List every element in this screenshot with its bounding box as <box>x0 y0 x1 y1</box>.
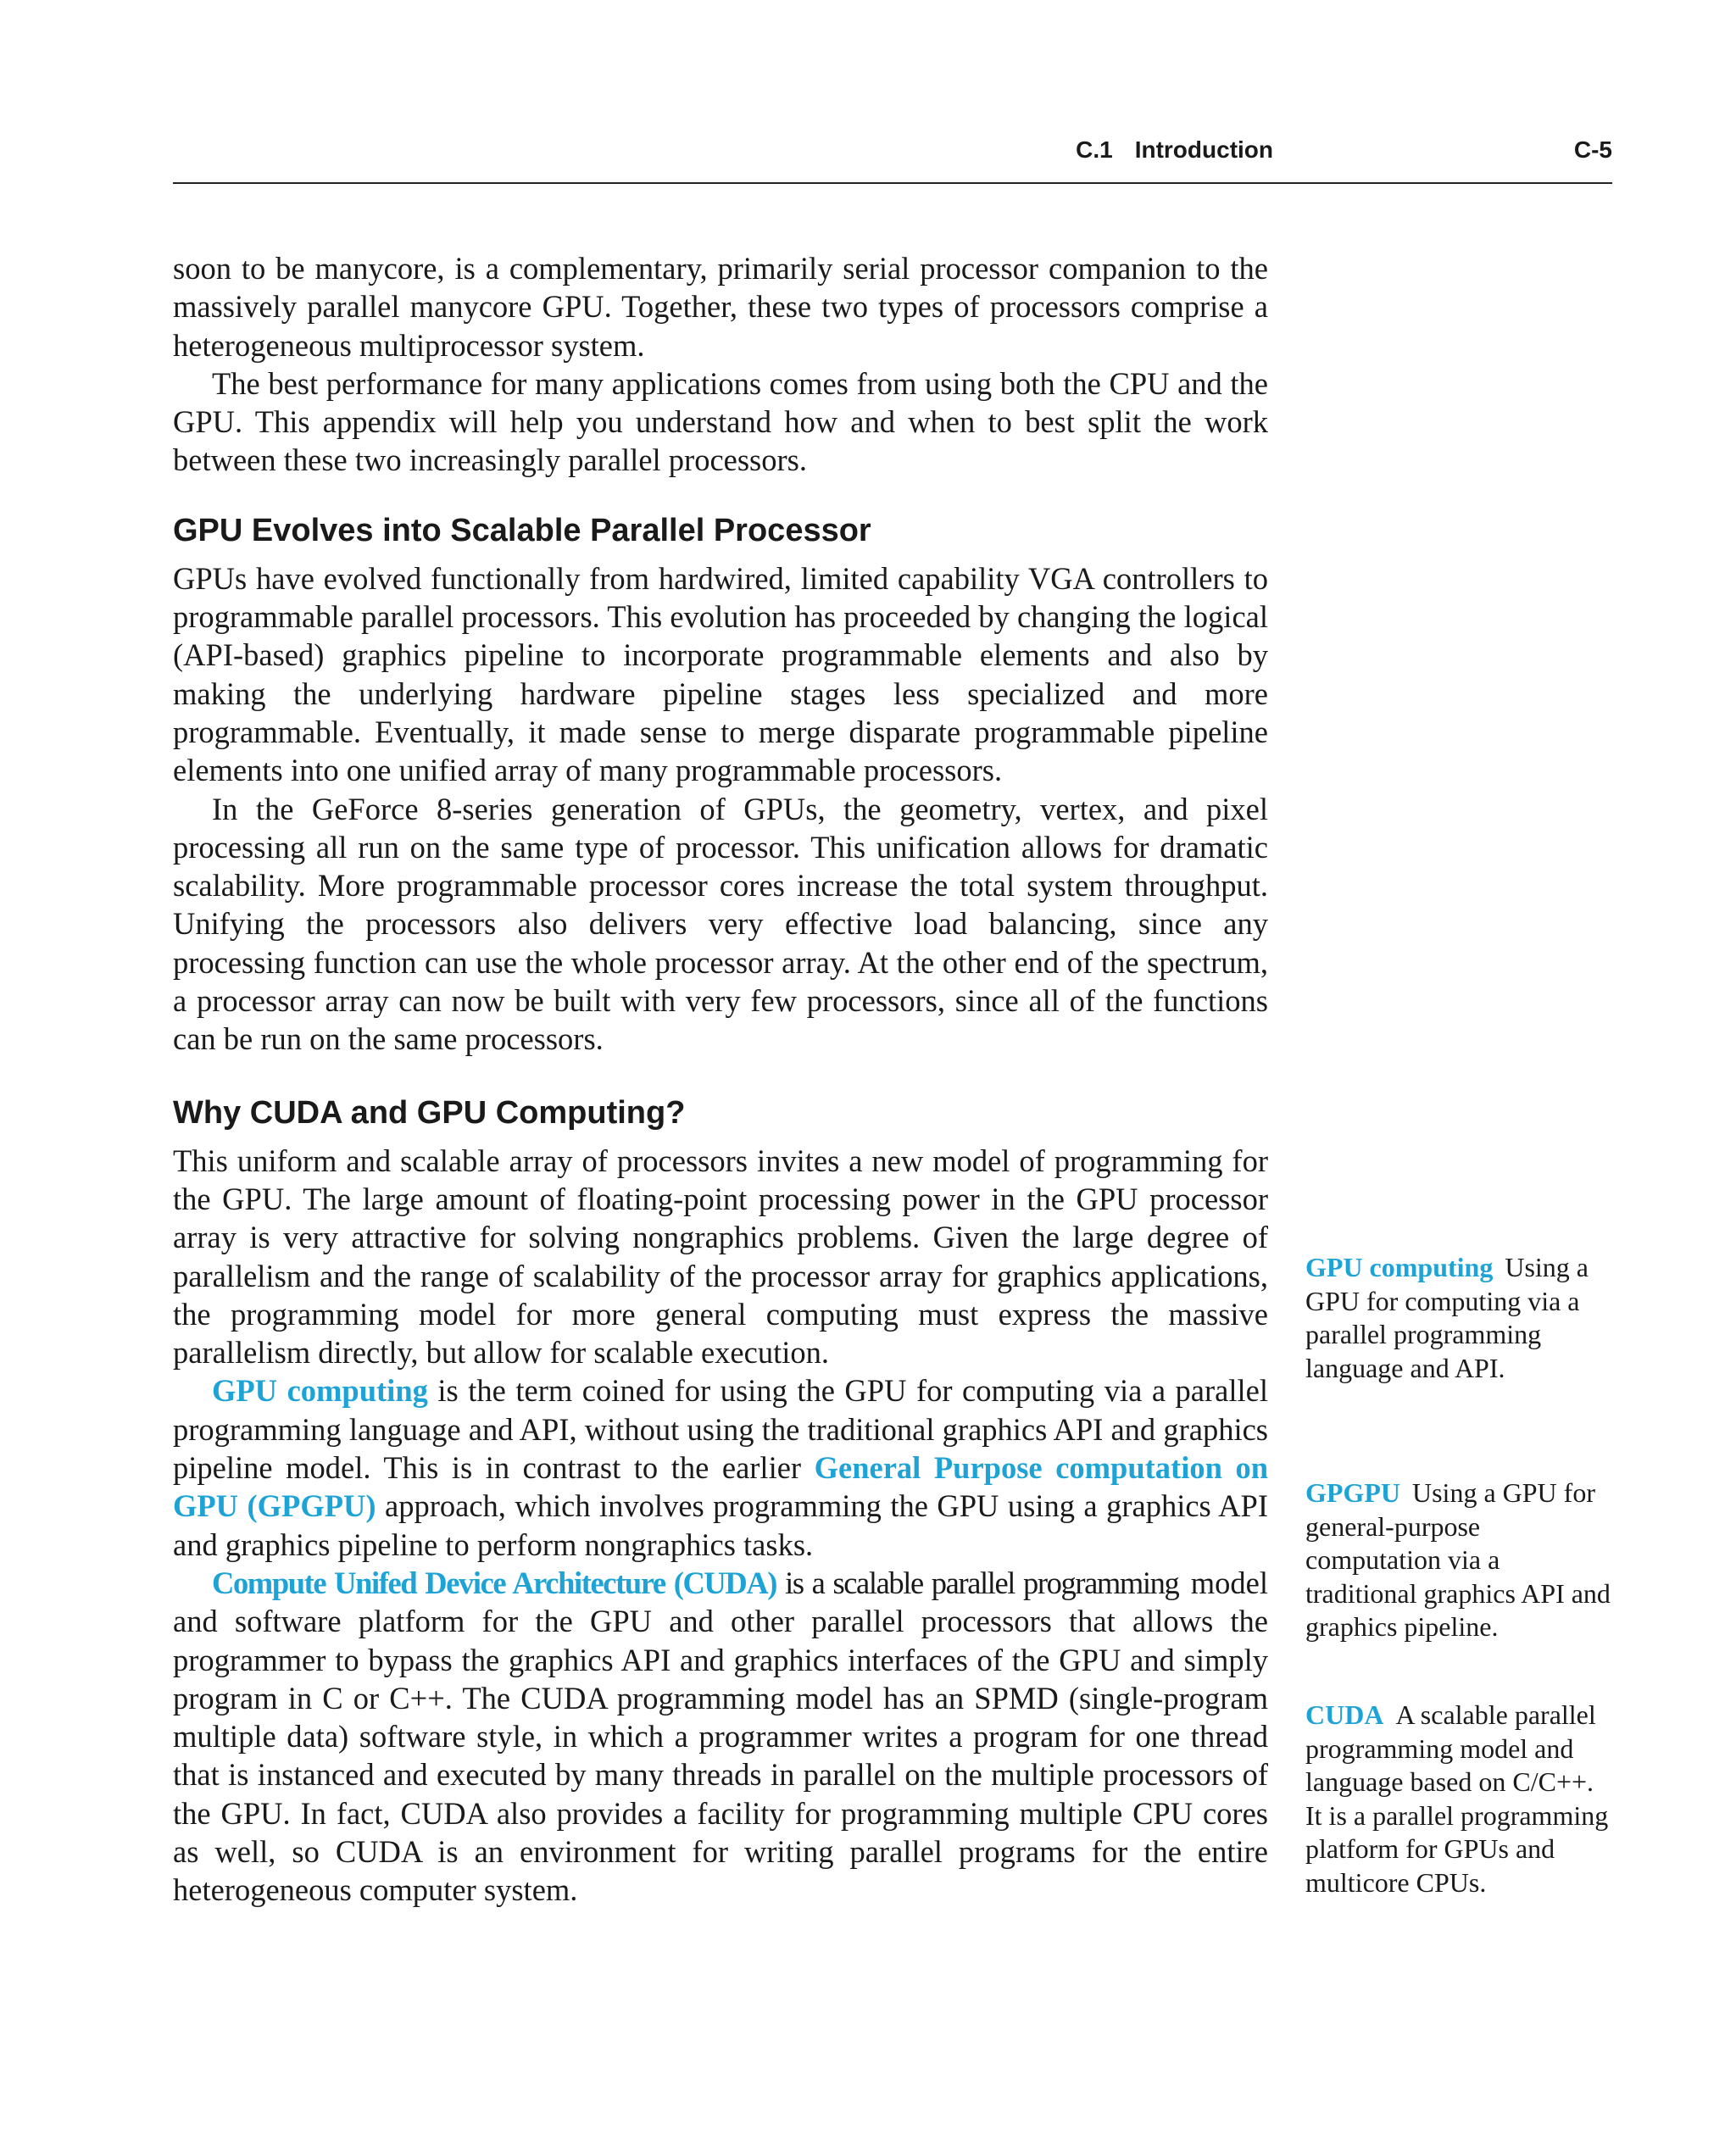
margin-note-term: CUDA <box>1305 1699 1384 1730</box>
page-number: C-5 <box>1573 136 1612 163</box>
paragraph-cuda-rest: model and software platform for the GPU and other parallel processors that allows the programmer to bypass the graphics API and graphics interfaces of the GPU and simply program in C or C++. The CUDA programming model has an SPMD (single-program multiple data) software style, in which a programmer writes a program for one thread that is instanced and executed by many threads in parallel on the multiple processors of the GPU. In fact, CUDA also provides a facility for programming multiple CPU cores as well, so CUDA is an environment for writing parallel programs for the entire heterogeneous computer system. <box>173 1565 1268 1908</box>
section-heading-why-cuda: Why CUDA and GPU Computing? <box>173 1094 686 1131</box>
margin-note-definition: Using a GPU for general-purpose computation via a traditional graphics API and graphics pipeline. <box>1305 1477 1611 1642</box>
margin-note-definition: Using a GPU for computing via a parallel programming language and API. <box>1305 1252 1589 1383</box>
paragraph-continuation: soon to be manycore, is a complementary, primarily serial processor companion to the massively parallel manycore GPU. Together, these two types of processors comprise a heterogeneous multiprocessor system. <box>173 251 1268 363</box>
margin-note-gpu-computing <box>1305 1251 1616 1385</box>
term-gpu-computing: GPU computing <box>212 1373 428 1409</box>
margin-note-term: GPGPU <box>1305 1477 1400 1508</box>
term-gpgpu: General Purpose computation on GPU (GPGPU) <box>173 1450 1268 1524</box>
margin-note-gpgpu <box>1305 1476 1616 1644</box>
margin-note-definition: A scalable parallel programming model and language based on C/C++. It is a parallel programming platform for GPUs and multicore CPUs. <box>1305 1699 1609 1898</box>
paragraph-uniform-array: This uniform and scalable array of processors invites a new model of programming for the GPU. The large amount of floating-point processing power in the GPU processor array is very attractive for solving nongraphics problems. Given the large degree of parallelism and the range of scalability of the processor array for graphics applications, the programming model for more general computing must express the massive parallelism directly, but allow for scalable execution. <box>173 1143 1268 1371</box>
paragraph-gpu-computing <box>173 1371 1268 1563</box>
paragraph-cuda-lead: is a scalable parallel programming <box>776 1565 1179 1600</box>
paragraph-gpu-computing-text-a: is the term coined for using the GPU for computing via a parallel programming language and API, without using the traditional graphics API and graphics pipeline model. This is in contrast to the earlier <box>173 1373 1268 1486</box>
running-head <box>173 131 1612 184</box>
paragraph-gpu-computing-text-b: approach, which involves programming the GPU using a graphics API and graphics pipeline to perform nongraphics tasks. <box>173 1488 1268 1562</box>
paragraph-gpu-evolution: GPUs have evolved functionally from hardwired, limited capability VGA controllers to programmable parallel processors. This evolution has proceeded by changing the logical (API-based) graphics pipeline to incorporate programmable elements and also by making the underlying hardware pipeline stages less specialized and more programmable. Eventually, it made sense to merge disparate programmable pipeline elements into one unified array of many programmable processors. <box>173 560 1268 788</box>
paragraph-geforce-unification: In the GeForce 8-series generation of GPUs, the geometry, vertex, and pixel processing all run on the same type of processor. This unification allows for dramatic scalability. More programmable processor cores increase the total system throughput. Unifying the processors also delivers very effective load balancing, since any processing function can use the whole processor array. At the other end of the spectrum, a processor array can now be built with very few processors, since all of the functions can be run on the same processors. <box>173 791 1268 1057</box>
paragraph-cuda <box>173 1564 1268 1910</box>
section-label <box>1076 136 1273 164</box>
paragraph-best-performance: The best performance for many applications comes from using both the CPU and the GPU. This appendix will help you understand how and when to best split the work between these two increasingly parallel processors. <box>173 365 1268 478</box>
section-heading-gpu-evolves: GPU Evolves into Scalable Parallel Processor <box>173 512 871 548</box>
margin-note-term: GPU computing <box>1305 1252 1494 1282</box>
term-cuda: Compute Unifed Device Architecture (CUDA) <box>212 1565 777 1600</box>
paragraph-cuda-first-line <box>212 1565 1178 1600</box>
section-title: Introduction <box>1134 136 1273 163</box>
margin-note-cuda <box>1305 1699 1616 1899</box>
section-number: C.1 <box>1076 136 1113 163</box>
main-text-column <box>173 249 1268 1910</box>
